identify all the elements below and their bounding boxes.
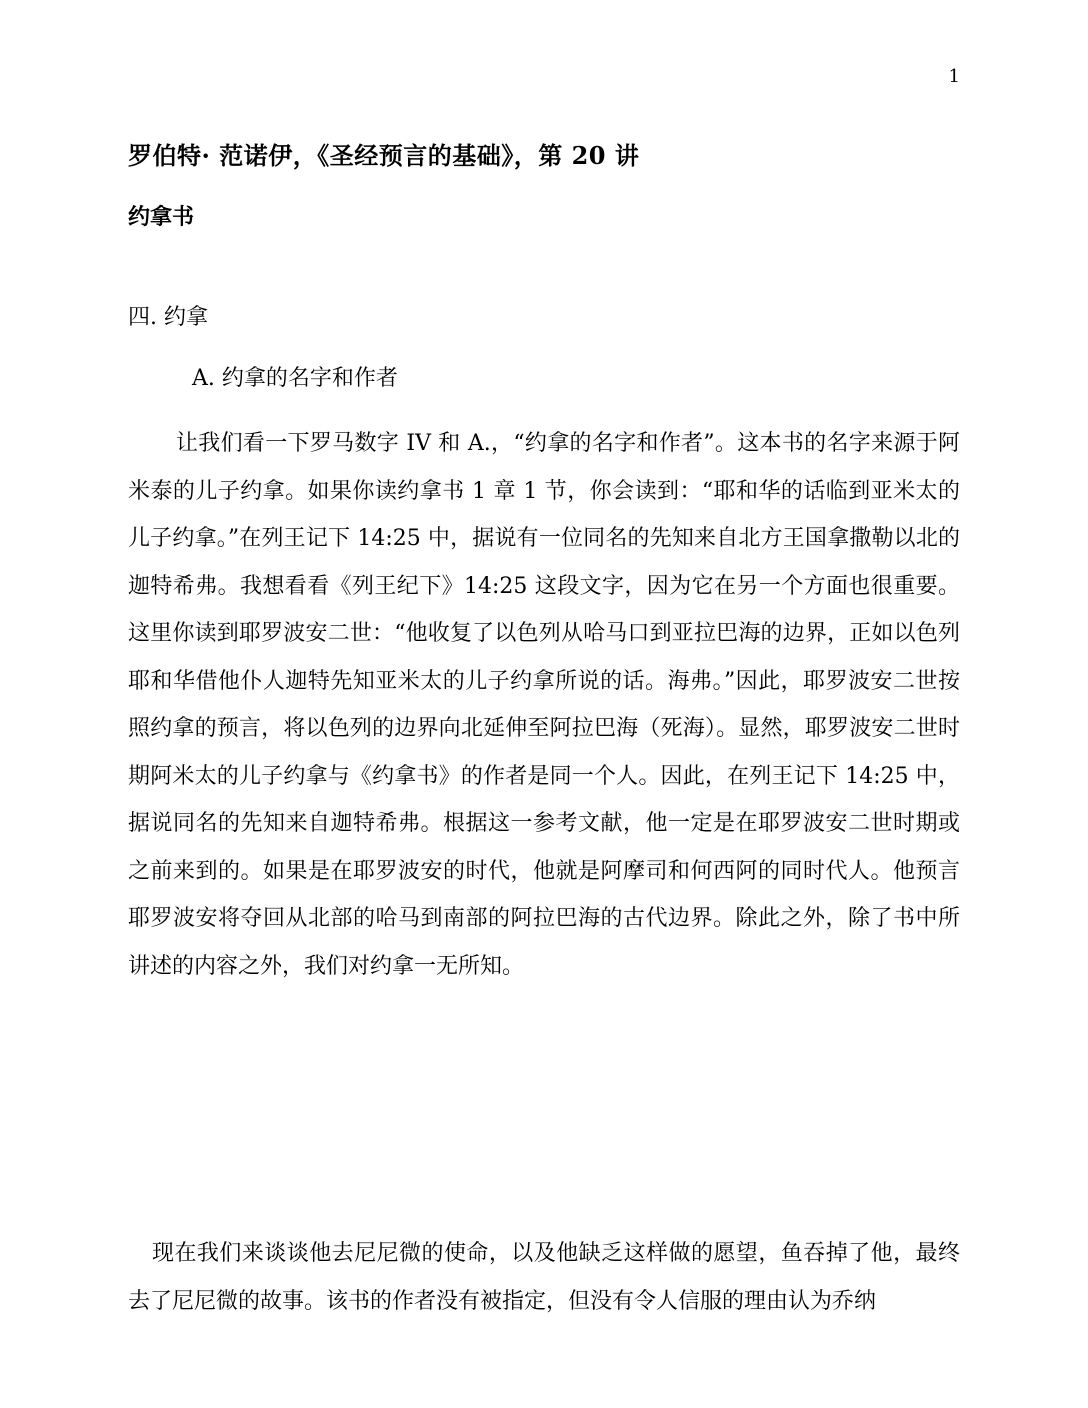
body-paragraph: 让我们看一下罗马数字 IV 和 A.，“约拿的名字和作者”。这本书的名字来源于阿米泰的儿子约拿。如果你读约拿书 1 章 1 节，你会读到：“耶和华的话临到亚米太的儿子约拿。”在列王记下 14:25 中，据说有一位同名的先知来自北方王国拿撒勒以北的迦特希弗。我想看看《列王纪下》14:25 这段文字，因为它在另一个方面也很重要。这里你读到耶罗波安二世：“他收复了以色列从哈马口到亚拉巴海的边界，正如以色列耶和华借他仆人迦特先知亚米太的儿子约拿所说的话。海弗。”因此，耶罗波安二世按照约拿的预言，将以色列的边界向北延伸至阿拉巴海（死海）。显然，耶罗波安二世时期阿米太的儿子约拿与《约拿书》的作者是同一个人。因此，在列王记下 14:25 中，据说同名的先知来自迦特希弗。根据这一参考文献，他一定是在耶罗波安二世时期或之前来到的。如果是在耶罗波安的时代，他就是阿摩司和何西阿的同时代人。他预言耶罗波安将夺回从北部的哈马到南部的阿拉巴海的古代边界。除此之外，除了书中所讲述的内容之外，我们对约拿一无所知。 — [128, 431, 960, 979]
body-paragraph: 现在我们来谈谈他去尼尼微的使命，以及他缺乏这样做的愿望，鱼吞掉了他，最终去了尼尼微的故事。该书的作者没有被指定，但没有令人信服的理由认为乔纳 — [128, 1241, 960, 1314]
page-number: 1 — [948, 66, 960, 87]
subsection-heading: A. 约拿的名字和作者 — [192, 366, 398, 391]
document-title: 罗伯特· 范诺伊，《圣经预言的基础》，第 20 讲 — [128, 141, 640, 170]
section-heading: 四. 约拿 — [128, 305, 208, 330]
document-subtitle: 约拿书 — [128, 204, 195, 230]
